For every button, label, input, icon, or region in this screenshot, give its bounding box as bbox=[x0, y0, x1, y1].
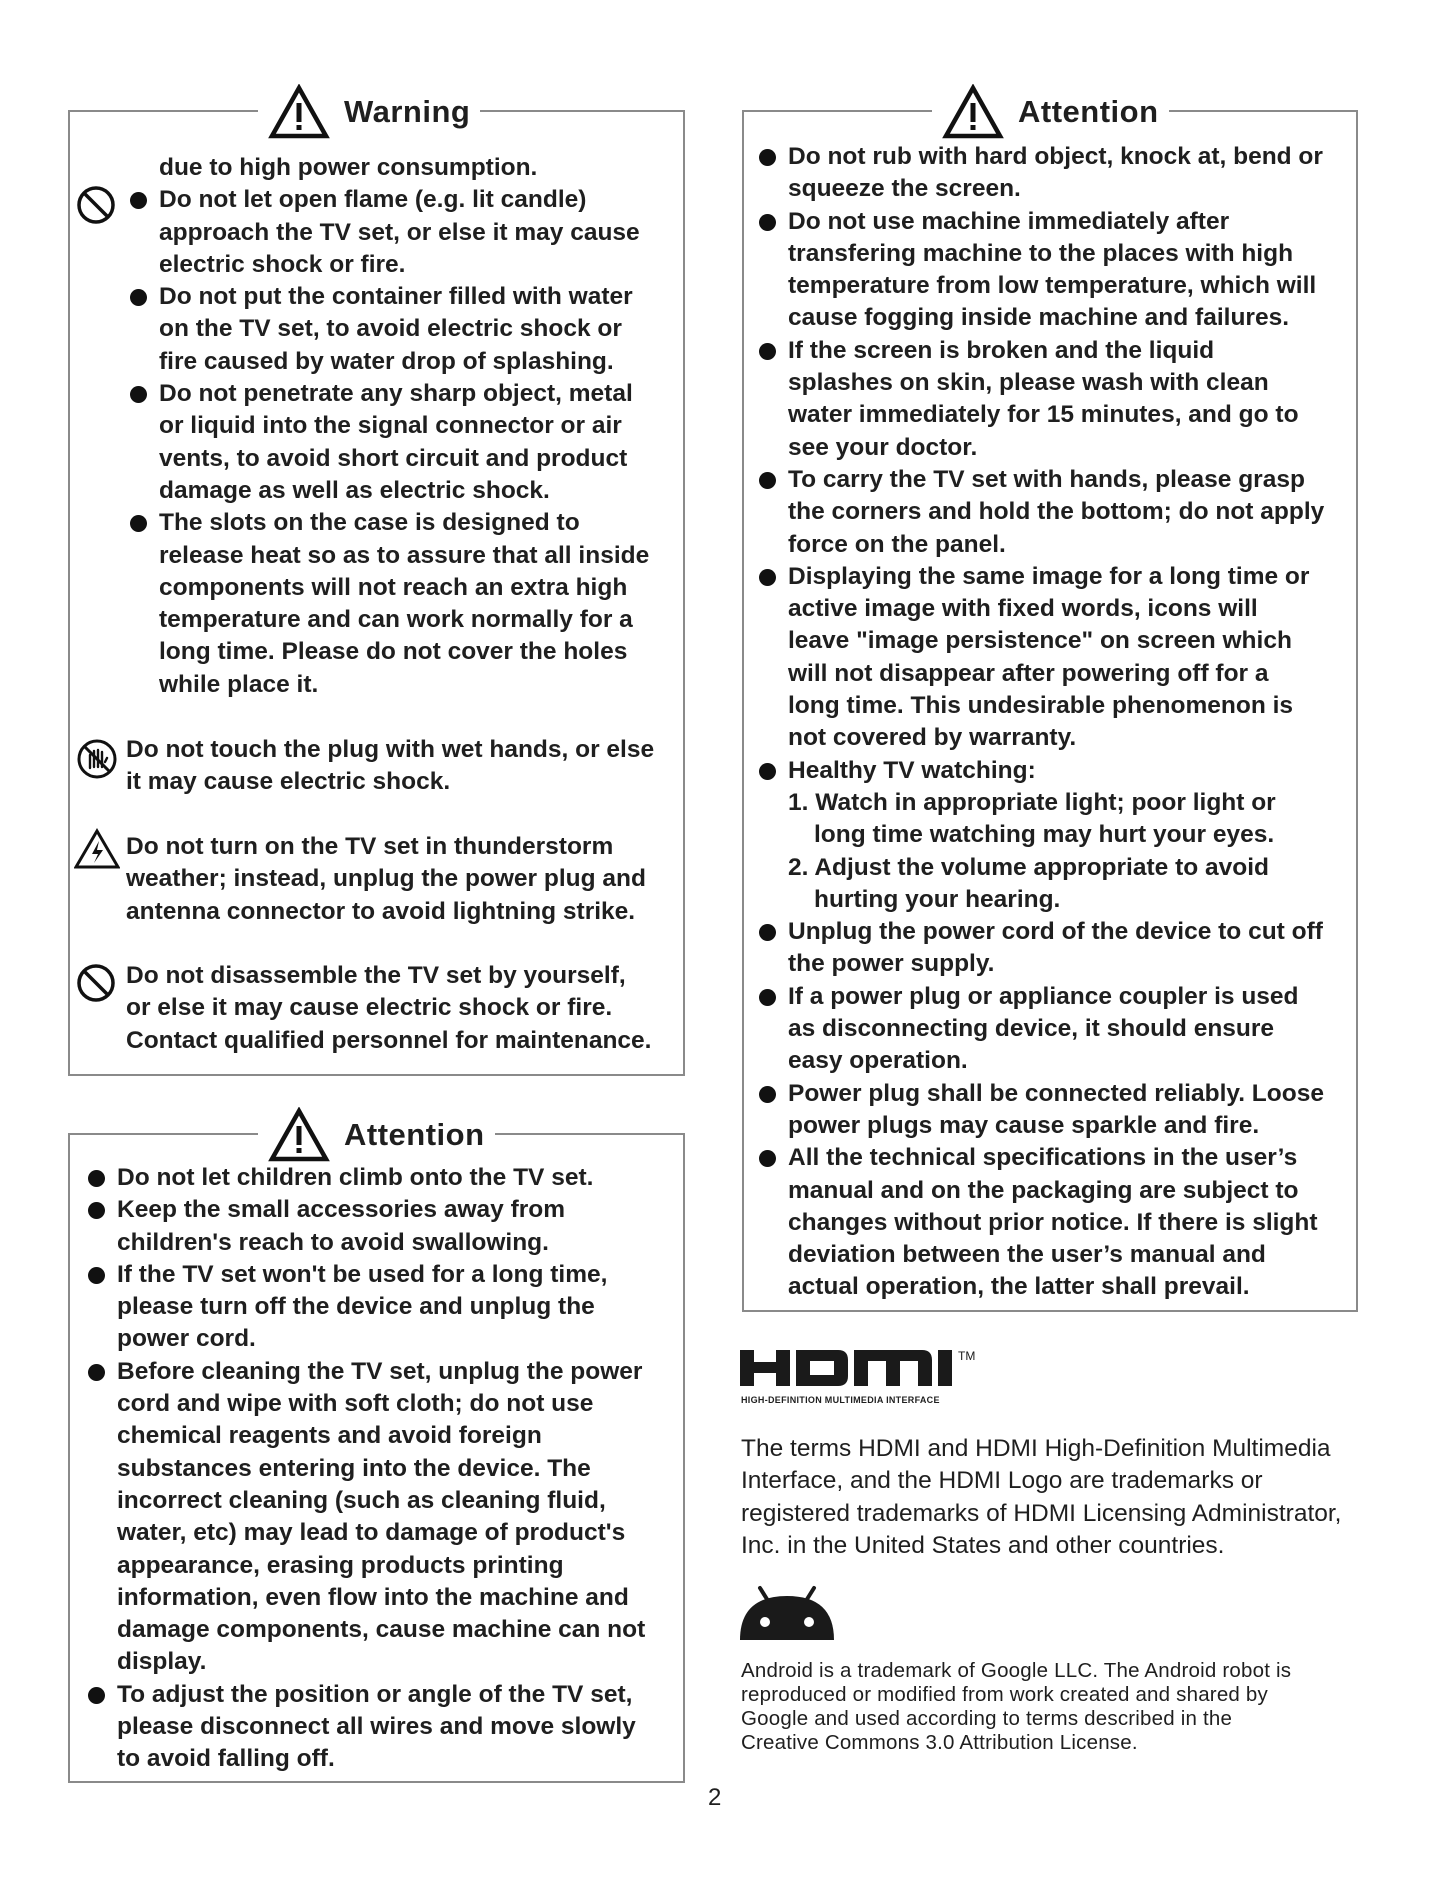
attention-left-bullet-item: Before cleaning the TV set, unplug the power cord and wipe with soft cloth; do not use chemical reagents and avoid foreign substances entering into the device. The incorrect cleaning (such as cleaning fluid, water, etc) may lead to damage of product's appearance, erasing products printing information, even flow into the machine and damage components, cause machine can not display. bbox=[117, 1357, 646, 1676]
prohibition-icon-2 bbox=[76, 963, 116, 1003]
hdmi-tagline: HIGH-DEFINITION MULTIMEDIA INTERFACE bbox=[741, 1395, 940, 1405]
prohibition-icon bbox=[76, 185, 116, 225]
bullet-dot bbox=[88, 1364, 105, 1381]
note-wet-hands: Do not touch the plug with wet hands, or else it may cause electric shock. bbox=[126, 736, 655, 796]
attention-right-bullet-item: If the screen is broken and the liquid splashes on skin, please wash with clean water immediately for 15 minutes, and go to see your doctor. bbox=[788, 336, 1299, 461]
bullet-dot bbox=[759, 989, 776, 1006]
attention-left-title bbox=[258, 1107, 495, 1163]
attention-right-bullet-item: To carry the TV set with hands, please grasp the corners and hold the bottom; do not apply force on the panel. bbox=[788, 466, 1325, 558]
healthy-tip-item: 2. Adjust the volume appropriate to avoid hurting your hearing. bbox=[788, 853, 1269, 913]
warning-title-text: Warning bbox=[344, 94, 471, 129]
warning-triangle-icon bbox=[268, 1107, 330, 1163]
warning-bullet-item: Do not penetrate any sharp object, metal or liquid into the signal connector or air vents, to avoid short circuit and product damage as well as electric shock. bbox=[159, 380, 633, 504]
attention-left-bullet-item: To adjust the position or angle of the TV set, please disconnect all wires and move slowly to avoid falling off. bbox=[117, 1680, 636, 1773]
hdmi-tm: TM bbox=[958, 1349, 976, 1363]
attention-left-bullet-item: Do not let children climb onto the TV set. bbox=[117, 1164, 594, 1191]
attention-right-bullet-item: Healthy TV watching: bbox=[788, 756, 1036, 784]
bullet-dot bbox=[88, 1170, 105, 1187]
attention-right-bullet-item: If a power plug or appliance coupler is used as disconnecting device, it should ensure easy operation. bbox=[788, 982, 1299, 1075]
warning-triangle-icon bbox=[268, 84, 330, 140]
android-robot-logo bbox=[738, 1584, 836, 1642]
hdmi-logo bbox=[740, 1346, 996, 1398]
bullet-dot bbox=[759, 343, 776, 360]
attention-left-bullet-item: If the TV set won't be used for a long time, please turn off the device and unplug the power cord. bbox=[117, 1260, 608, 1353]
attention-right-bullet-item: Do not rub with hard object, knock at, bend or squeeze the screen. bbox=[788, 143, 1323, 203]
lightning-warning-icon bbox=[74, 828, 120, 870]
attention-left-bullet-item: Keep the small accessories away from children's reach to avoid swallowing. bbox=[117, 1196, 566, 1256]
bullet-dot bbox=[759, 472, 776, 489]
note-thunderstorm: Do not turn on the TV set in thunderstorm weather; instead, unplug the power plug and antenna connector to avoid lightning strike. bbox=[126, 833, 646, 925]
attention-right-bullet-item: Unplug the power cord of the device to cut off the power supply. bbox=[788, 918, 1323, 978]
warning-box-title bbox=[258, 84, 480, 140]
hdmi-trademark-text: The terms HDMI and HDMI High-Definition Multimedia Interface, and the HDMI Logo are trademarks or registered trademarks of HDMI Licensing Administrator, Inc. in the United States and other countries. bbox=[741, 1435, 1342, 1559]
bullet-dot bbox=[759, 214, 776, 231]
attention-right-bullet-item: Do not use machine immediately after transfering machine to the places with high temperature from low temperature, which will cause fogging inside machine and failures. bbox=[788, 207, 1317, 332]
bullet-dot bbox=[88, 1267, 105, 1284]
bullet-dot bbox=[759, 569, 776, 586]
no-wet-hands-icon bbox=[76, 738, 118, 780]
bullet-dot bbox=[759, 1086, 776, 1103]
attention-right-title-text: Attention bbox=[1018, 94, 1159, 129]
warning-triangle-icon bbox=[942, 84, 1004, 140]
attention-right-title bbox=[932, 84, 1169, 140]
warning-bullet-item: Do not put the container filled with water on the TV set, to avoid electric shock or fire caused by water drop of splashing. bbox=[159, 283, 633, 375]
android-trademark-text: Android is a trademark of Google LLC. The Android robot is reproduced or modified from work created and shared by Google and used according to terms described in the Creative Commons 3.0 Attribution License. bbox=[741, 1659, 1292, 1754]
healthy-tip-item: 1. Watch in appropriate light; poor light or long time watching may hurt your eyes. bbox=[788, 789, 1276, 849]
bullet-dot bbox=[759, 149, 776, 166]
bullet-dot bbox=[759, 763, 776, 780]
warning-continuation: due to high power consumption. bbox=[159, 154, 538, 181]
attention-right-bullet-item: Displaying the same image for a long time or active image with fixed words, icons will leave "image persistence" on screen which will not disappear after powering off for a long time. This undesirable phenomenon is not covered by warranty. bbox=[788, 562, 1310, 752]
attention-right-bullet-item: All the technical specifications in the user’s manual and on the packaging are subject to changes without prior notice. If there is slight deviation between the user’s manual and actual operation, the latter shall prevail. bbox=[788, 1144, 1318, 1301]
bullet-dot bbox=[88, 1687, 105, 1704]
attention-right-bullet-item: Power plug shall be connected reliably. Loose power plugs may cause sparkle and fire. bbox=[788, 1079, 1324, 1139]
warning-bullet-item: The slots on the case is designed to release heat so as to assure that all inside components will not reach an extra high temperature and can work normally for a long time. Please do not cover the holes while place it. bbox=[159, 509, 650, 698]
bullet-dot bbox=[130, 386, 147, 403]
attention-left-title-text: Attention bbox=[344, 1117, 485, 1152]
page-number: 2 bbox=[708, 1784, 722, 1811]
note-disassemble: Do not disassemble the TV set by yourself, or else it may cause electric shock or fire. Contact qualified personnel for maintenance. bbox=[126, 962, 652, 1054]
warning-bullet-item: Do not let open flame (e.g. lit candle) approach the TV set, or else it may cause electric shock or fire. bbox=[159, 186, 640, 278]
